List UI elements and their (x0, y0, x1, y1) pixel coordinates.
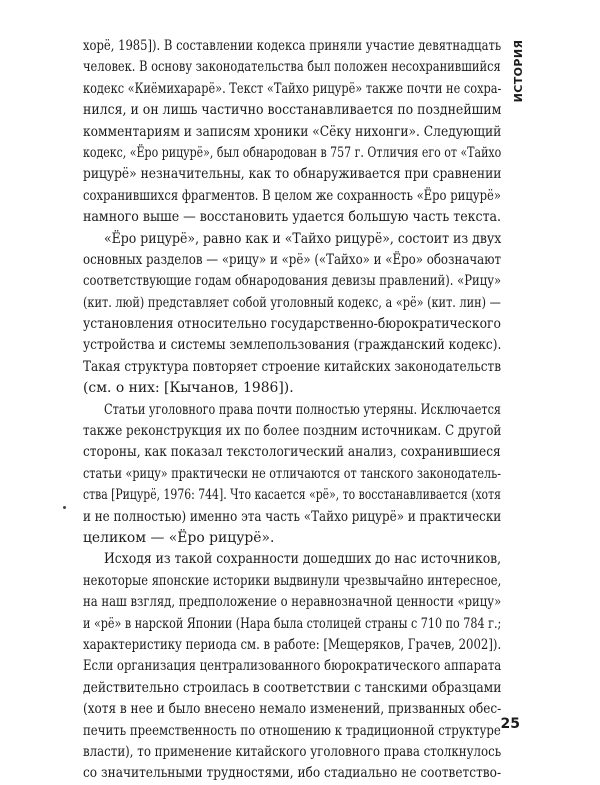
text-line-content: ства [Рицурё, 1976: 744]. Что касается «рё», то восстанавливается (хотя (83, 487, 501, 504)
text-line-content: основных разделов — «рицу» и «рё» («Тайхо» и «Ёро» обозначают (83, 251, 502, 268)
text-line (83, 763, 501, 784)
text-line-content: Исходя из такой сохранности дошедших до нас источников, (104, 551, 502, 568)
text-line (83, 507, 501, 528)
text-line-content: устройства и системы землепользования (гражданский кодекс). (83, 337, 502, 354)
text-line (83, 571, 501, 592)
text-line-content: соответствующие годам обнародования девизы правлений). «Рицу» (83, 273, 502, 290)
text-line (83, 229, 501, 250)
text-line (83, 656, 501, 677)
text-line (83, 721, 501, 742)
text-line-content: Статьи уголовного права почти полностью утеряны. Исключается (104, 401, 502, 418)
text-line-content: на наш взгляд, предположение о неравнозначной ценности «рицу» (83, 594, 502, 611)
text-line (83, 164, 501, 185)
text-line-content: рицурё» незначительны, как то обнаруживается при сравнении (83, 166, 502, 183)
text-line (83, 699, 501, 720)
text-line (83, 207, 501, 228)
text-line-content: стороны, как показал текстологический анализ, сохранившиеся (83, 444, 501, 461)
text-line-content: Такая структура повторяет строение китайских законодательств (83, 358, 501, 375)
text-line (83, 79, 501, 100)
text-line-content: намного выше — восстановить удается большую часть текста. (83, 209, 502, 226)
text-line (83, 592, 501, 613)
text-line (83, 485, 501, 506)
text-line-content: со значительными трудностями, ибо стадиально не соответство- (83, 765, 502, 782)
text-line (83, 250, 501, 271)
text-line-content: действительно строилась в соответствии с танскими образцами (83, 679, 502, 696)
text-line (83, 122, 501, 143)
text-line (83, 36, 501, 57)
text-line-content: «Ёро рицурё», равно как и «Тайхо рицурё», состоит из двух (104, 230, 502, 247)
text-line-content: кодекс, «Ёро рицурё», был обнародован в 757 г. Отличия его от «Тайхо (83, 144, 502, 161)
text-line-content: и не полностью) именно эта часть «Тайхо рицурё» и практически (83, 508, 502, 525)
text-line (83, 442, 501, 463)
text-line (83, 357, 501, 378)
text-line-content: кодекс «Киёмихарарё». Текст «Тайхо рицурё» также почти не сохра- (83, 80, 502, 97)
text-line (83, 678, 501, 699)
text-line-content: власти), то применение китайского уголовного права столкнулось (83, 743, 502, 760)
page-number: 25 (500, 716, 520, 732)
text-line-content: комментариям и записям хроники «Сёку нихонги». Следующий (83, 123, 502, 140)
text-line (83, 421, 501, 442)
text-line (83, 614, 501, 635)
text-line-content: хорё, 1985]). В составлении кодекса приняли участие девятнадцать (83, 38, 502, 54)
text-line-content: человек. В основу законодательства был положен несохранившийся (83, 59, 501, 76)
text-line-content: некоторые японские историки выдвинули чрезвычайно интересное, (83, 572, 502, 589)
text-line (83, 335, 501, 356)
text-line (83, 635, 501, 656)
text-line-content: установления относительно государственно-бюрократического (83, 316, 501, 333)
text-line-content: статьи «рицу» практически не отличаются от танского законодатель- (83, 465, 502, 482)
text-line (83, 400, 501, 421)
text-line-content: целиком — «Ёро рицурё». (83, 529, 275, 546)
text-line (83, 528, 501, 549)
text-line (83, 293, 501, 314)
text-line (83, 100, 501, 121)
text-line (83, 464, 501, 485)
text-line-content: и «рё» в нарской Японии (Нара была столицей страны с 710 по 784 г.; (83, 615, 502, 632)
text-line (83, 378, 501, 399)
text-line-content: (кит. люй) представляет собой уголовный кодекс, а «рё» (кит. лин) — (83, 294, 501, 311)
text-line-content: нился, и он лишь частично восстанавливается по позднейшим (83, 102, 502, 119)
text-line-content: характеристику периода см. в работе: [Мещеряков, Грачев, 2002]). (83, 636, 502, 653)
print-speck (63, 506, 66, 509)
text-line-content: (хотя в нее и было внесено немало изменений, призванных обес- (83, 701, 502, 718)
text-line (83, 143, 501, 164)
running-section-title: ИСТОРИЯ (512, 39, 525, 103)
text-line (83, 549, 501, 570)
text-line-content: печить преемственность по отношению к традиционной структуре (83, 722, 501, 739)
text-line (83, 57, 501, 78)
text-line (83, 186, 501, 207)
text-line (83, 742, 501, 763)
text-line-content: Если организация централизованного бюрократического аппарата (83, 658, 502, 675)
text-line-content: сохранившихся фрагментов. В целом же сохранность «Ёро рицурё» (83, 187, 501, 204)
text-line-content: также реконструкция их по более поздним источникам. С другой (83, 423, 502, 440)
text-line (83, 314, 501, 335)
text-line-content: (см. о них: [Кычанов, 1986]). (83, 380, 294, 397)
text-line (83, 271, 501, 292)
body-text (83, 36, 501, 785)
